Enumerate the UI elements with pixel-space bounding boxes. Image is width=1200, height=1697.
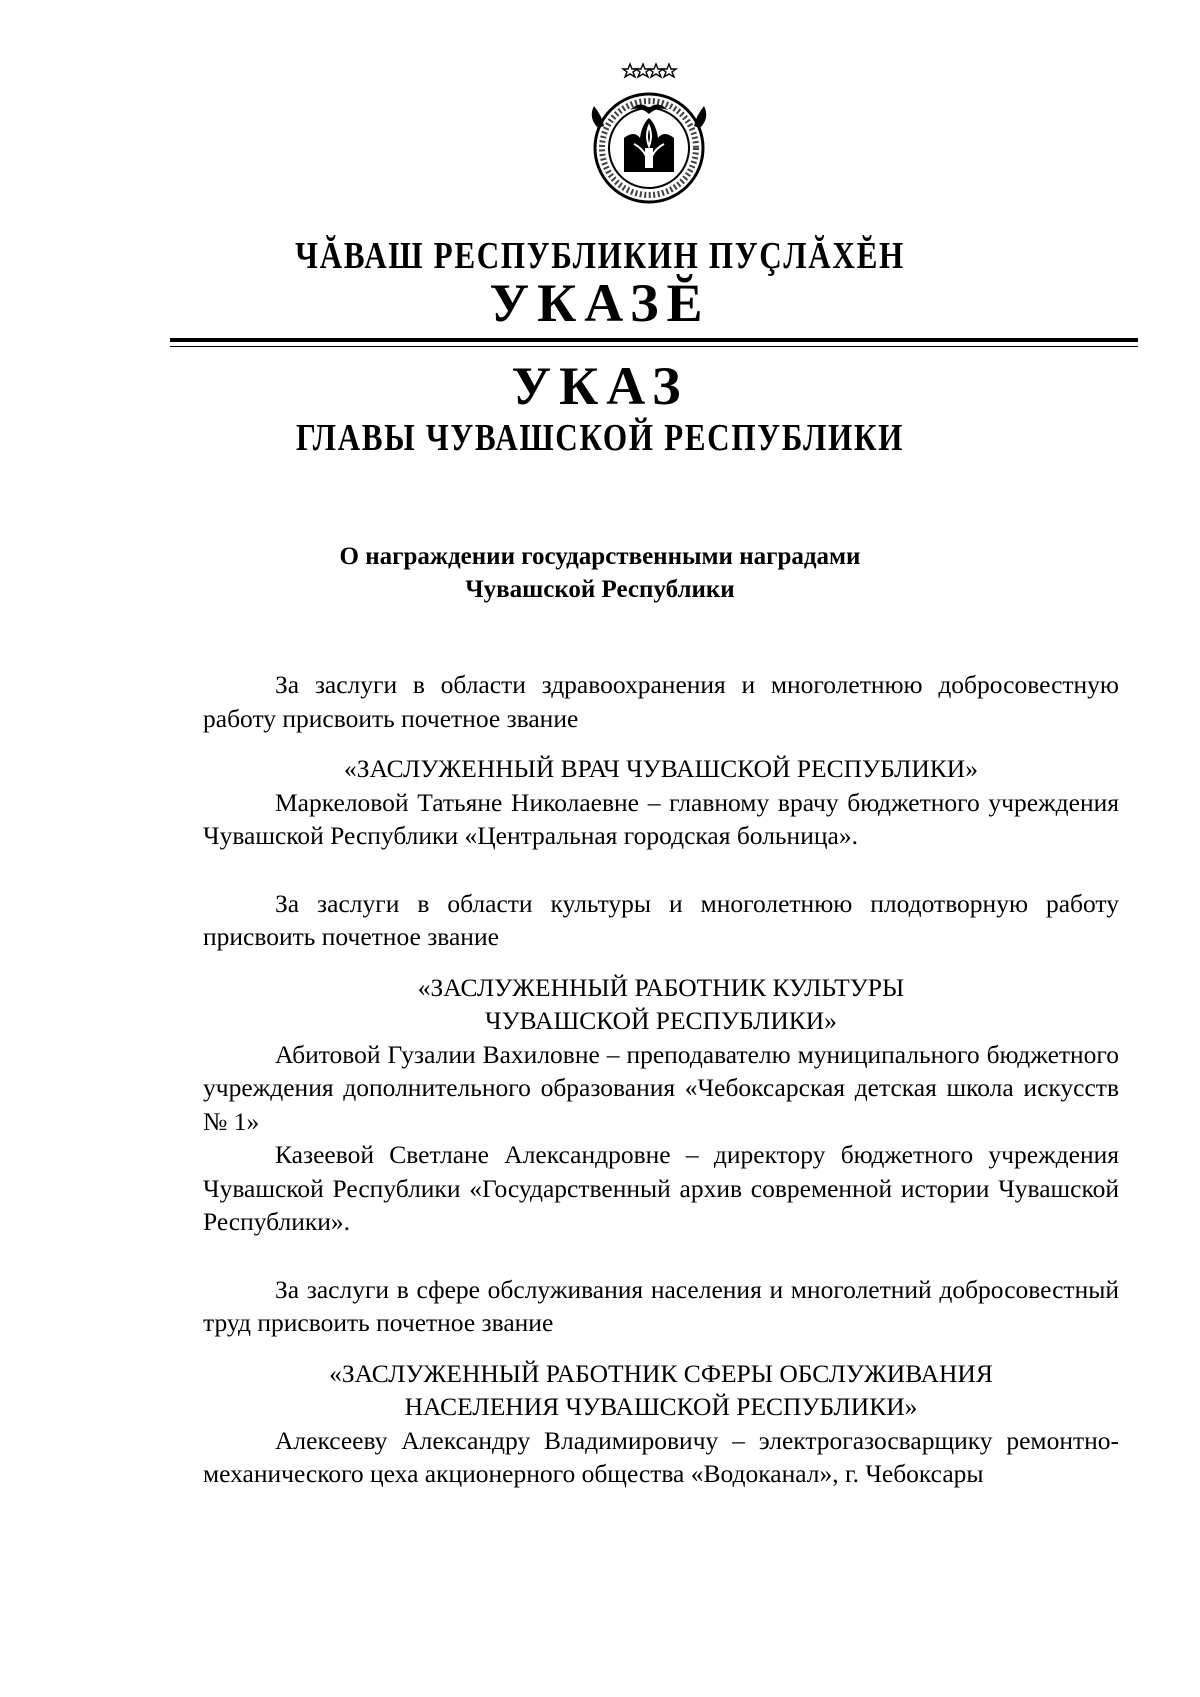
- chuvash-header-line1: ЧĂВАШ РЕСПУБЛИКИН ПУÇЛĂХĔН: [295, 235, 905, 277]
- header-divider-thick: [170, 338, 1138, 342]
- decree-body: [203, 668, 1119, 1491]
- russian-header-line1: УКАЗ: [511, 356, 689, 416]
- recipient-entry: Маркеловой Татьяне Николаевне – главному врачу бюджетного учреждения Чувашской Республики «Центральная городская больница».: [203, 787, 1119, 850]
- header-divider-thin: [170, 346, 1138, 347]
- chuvash-header-line2: УКАЗĔ: [489, 273, 711, 333]
- award-title-line: «ЗАСЛУЖЕННЫЙ РАБОТНИК КУЛЬТУРЫ: [417, 972, 905, 1002]
- russian-header-line2: ГЛАВЫ ЧУВАШСКОЙ РЕСПУБЛИКИ: [295, 417, 905, 459]
- recipient-entry: Алексееву Александру Владимировичу – электрогазосварщику ремонтно-механического цеха акционерного общества «Водоканал», г. Чебоксары: [203, 1425, 1119, 1488]
- section-intro: За заслуги в области здравоохранения и многолетнюю добросовестную работу присвоить почетное звание: [203, 670, 1119, 733]
- award-title-line: НАСЕЛЕНИЯ ЧУВАШСКОЙ РЕСПУБЛИКИ»: [404, 1392, 918, 1421]
- award-title: [203, 1357, 1119, 1424]
- award-title: [203, 971, 1119, 1038]
- award-title-line: ЧУВАШСКОЙ РЕСПУБЛИКИ»: [485, 1006, 837, 1035]
- award-title-line: «ЗАСЛУЖЕННЫЙ РАБОТНИК СФЕРЫ ОБСЛУЖИВАНИЯ: [329, 1358, 993, 1388]
- section-intro: За заслуги в области культуры и многолетнюю плодотворную работу присвоить почетное звание: [203, 888, 1119, 951]
- award-title-line: «ЗАСЛУЖЕННЫЙ ВРАЧ ЧУВАШСКОЙ РЕСПУБЛИКИ»: [344, 754, 978, 783]
- section-intro: За заслуги в сфере обслуживания населения и многолетний добросовестный труд присвоить почетное звание: [203, 1274, 1119, 1337]
- recipient-entry: Казеевой Светлане Александровне – директору бюджетного учреждения Чувашской Республики «Государственный архив современной истории Чувашской Республики».: [203, 1140, 1119, 1236]
- award-title: [203, 752, 1119, 786]
- document-title-line2: Чувашской Республики: [465, 576, 735, 603]
- document-title: [0, 540, 1200, 606]
- recipient-entry: Абитовой Гузалии Вахиловне – преподавателю муниципального бюджетного учреждения дополнительного образования «Чебоксарская детская школа искусств № 1»: [203, 1039, 1119, 1136]
- coat-of-arms-of-chuvashia-icon: [582, 60, 716, 208]
- document-title-line1: О награждении государственными наградами: [339, 543, 861, 570]
